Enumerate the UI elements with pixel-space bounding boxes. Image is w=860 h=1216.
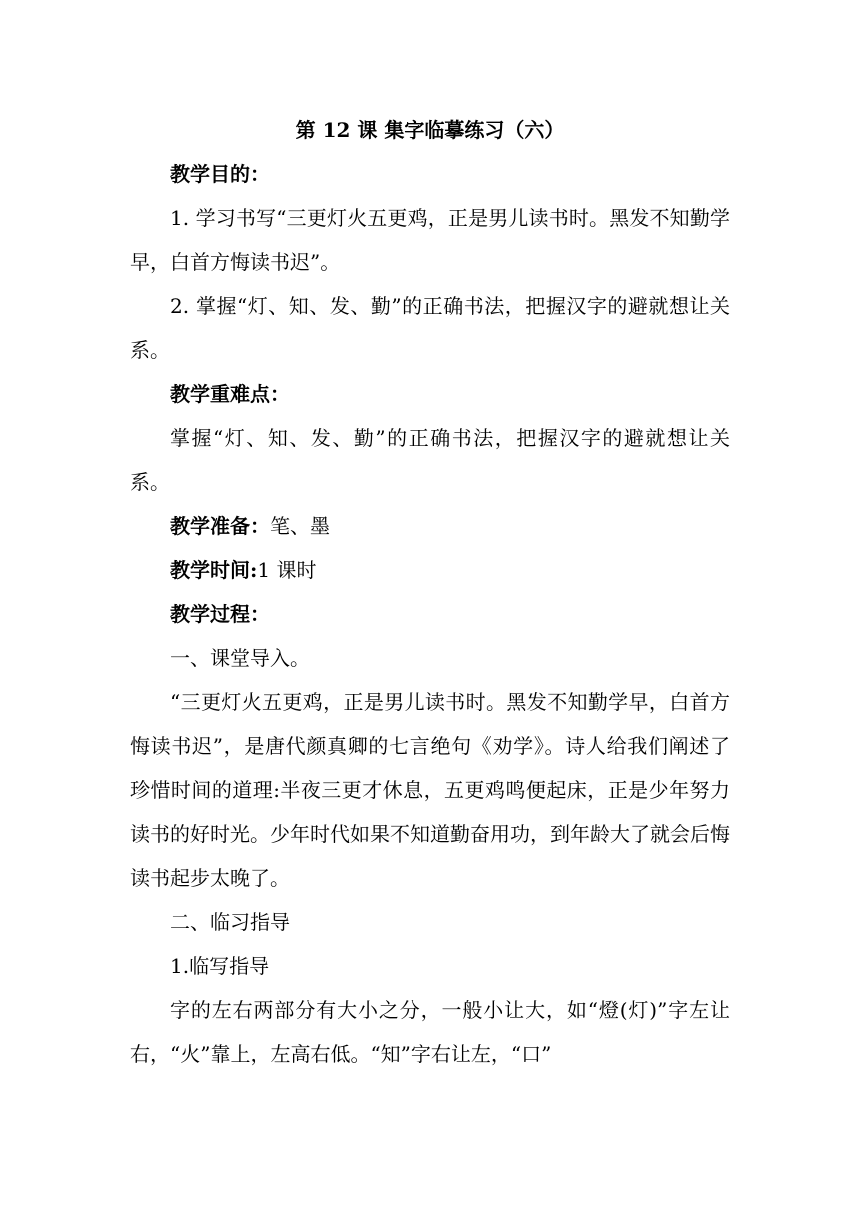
preparation-value: 笔、墨 [270, 514, 330, 538]
key-points-text: 掌握“灯、知、发、勤”的正确书法，把握汉字的避就想让关系。 [130, 426, 730, 494]
document-page [130, 108, 730, 1076]
step-1-text: “三更灯火五更鸡，正是男儿读书时。黑发不知勤学早，白首方悔读书迟”，是唐代颜真卿的七言绝句《劝学》。诗人给我们阐述了珍惜时间的道理:半夜三更才休息，五更鸡鸣便起床，正是少年努力读书的好时光。少年时代如果不知道勤奋用功，到年龄大了就会后悔读书起步太晚了。 [130, 690, 730, 890]
key-points-heading: 教学重难点： [170, 382, 290, 406]
preparation-label: 教学准备： [170, 514, 270, 538]
objective-heading: 教学目的： [170, 162, 270, 186]
time-line [130, 548, 730, 592]
step-2-text: 字的左右两部分有大小之分，一般小让大，如“燈(灯)”字左让右，“火”靠上，左高右低。“知”字右让左，“口” [130, 998, 730, 1066]
objective-item-1: 1. 学习书写“三更灯火五更鸡，正是男儿读书时。黑发不知勤学早，白首方悔读书迟”。 [130, 206, 730, 274]
step-2-heading: 二、临习指导 [170, 910, 290, 934]
step-1-heading: 一、课堂导入。 [170, 646, 310, 670]
objective-item-2: 2. 掌握“灯、知、发、勤”的正确书法，把握汉字的避就想让关系。 [130, 294, 730, 362]
process-heading: 教学过程： [170, 602, 270, 626]
time-value: 1 课时 [257, 558, 317, 582]
preparation-line [130, 504, 730, 548]
lesson-title: 第 12 课 集字临摹练习（六） [295, 118, 565, 142]
time-label: 教学时间: [170, 558, 258, 582]
step-2-subheading: 1.临写指导 [170, 954, 270, 978]
